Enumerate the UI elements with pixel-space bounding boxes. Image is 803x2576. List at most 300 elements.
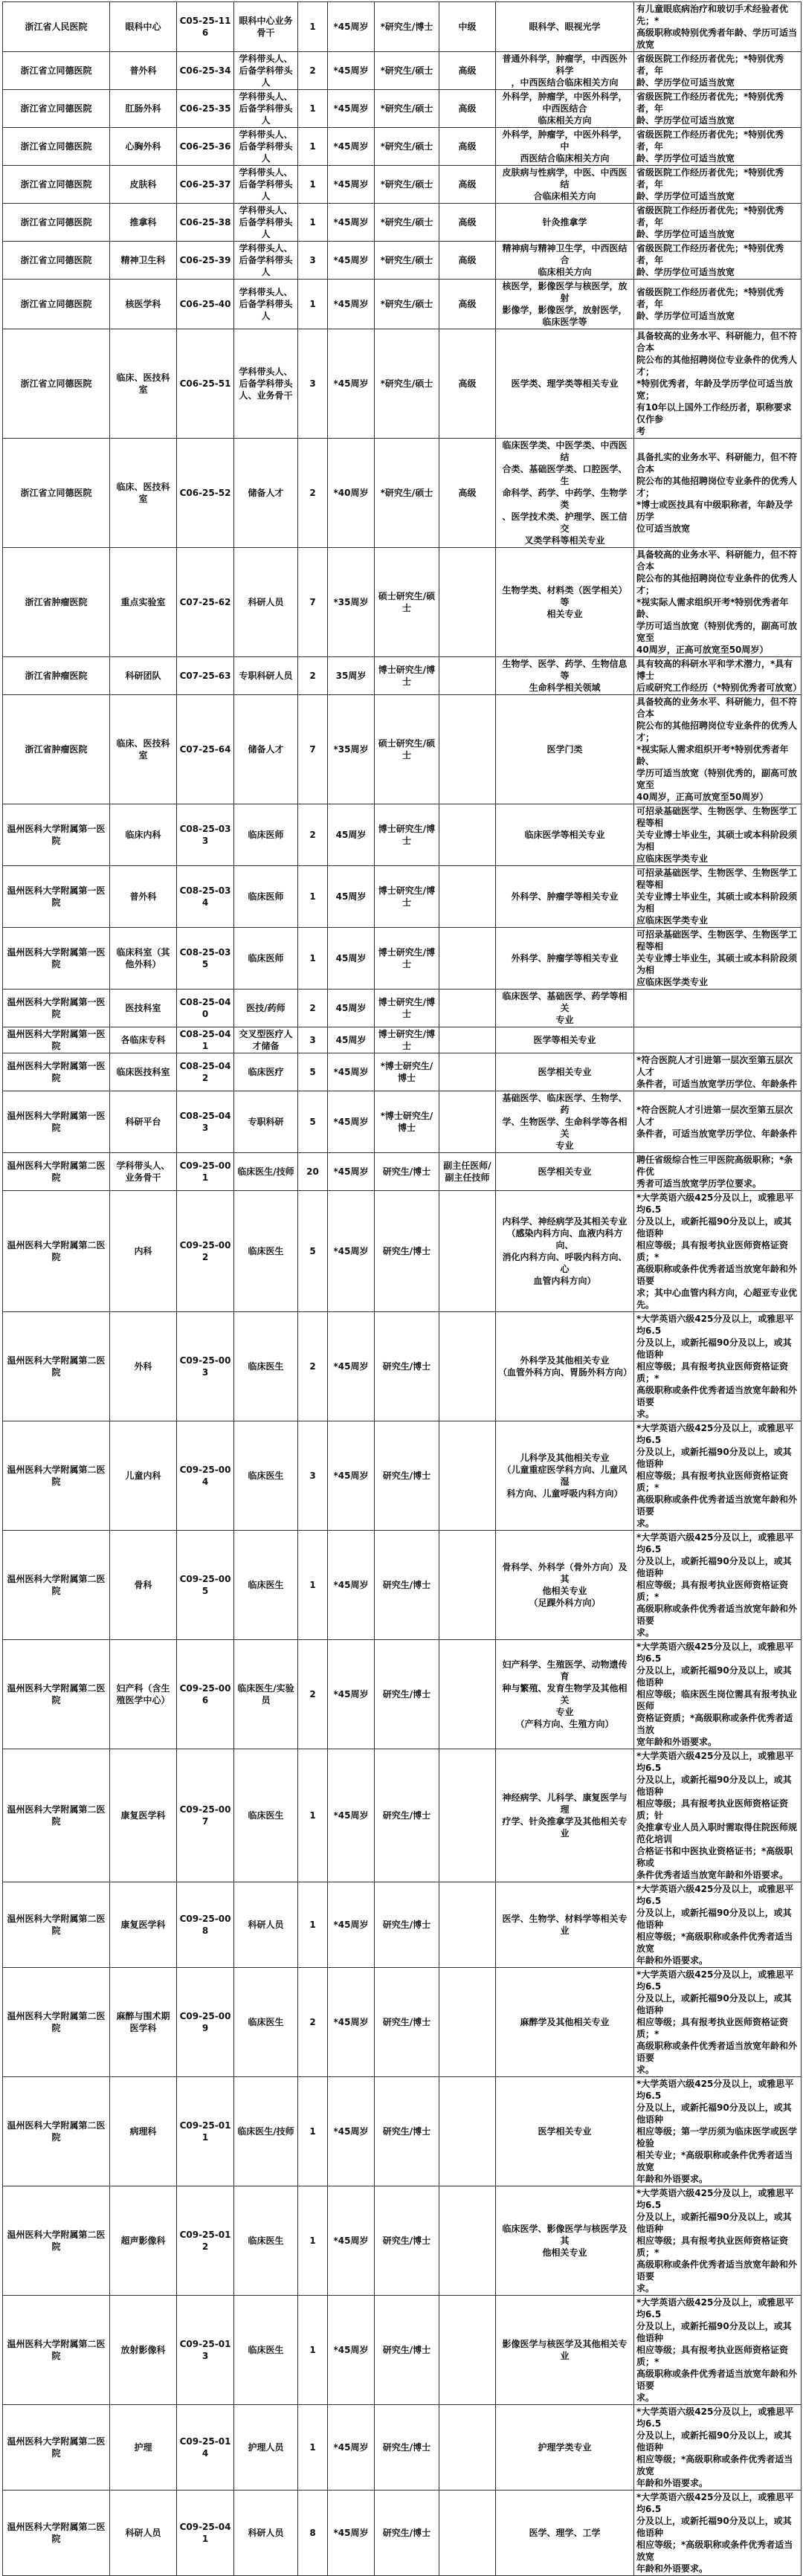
note-line: 分及以上，或新托福90分及以上，或其他语种: [636, 2102, 792, 2125]
hospital-cell: 温州医科大学附属第二医院: [3, 1749, 110, 1882]
note-line: *大学英语六级425分及以上，或雅思平均6.5: [636, 1642, 794, 1664]
major-cell: [496, 657, 634, 695]
note-line: 院公布的其他招聘岗位专业条件的优秀人才；: [636, 476, 798, 498]
note-line: 高级职称或条件优秀者适当放宽年龄和外语要: [636, 2259, 798, 2282]
note-line: *大学英语六级425分及以上，或雅思平均6.5: [636, 2079, 794, 2101]
title-requirement-cell: [439, 1091, 496, 1153]
education-cell: 博士研究生/博士: [375, 866, 439, 928]
note-line: 具备较高的业务水平、科研能力，但不符合本: [636, 549, 798, 572]
headcount-cell: 3: [298, 1027, 328, 1053]
note-line: 相应等级；第一学历须为临床医学或医学检验: [636, 2126, 798, 2149]
major-cell: [496, 1749, 634, 1882]
position-name-cell: 科研人员: [234, 1882, 298, 1968]
note-line: 相应等级；具有报考执业医师资格证资质；针: [636, 1798, 789, 1821]
note-line: 求。: [636, 1518, 655, 1529]
note-line: 省级医院工作经历者优先；*特别优秀者，年: [636, 243, 784, 265]
major-cell: [496, 1312, 634, 1421]
major-line: 医学类、理学类等相关专业: [511, 378, 619, 389]
notes-cell: [634, 2296, 802, 2405]
notes-cell: [634, 657, 802, 695]
position-name-cell: 护理人员: [234, 2405, 298, 2491]
hospital-cell: 浙江省立同德医院: [3, 204, 110, 242]
note-line: 应临床医学类专业: [636, 853, 709, 864]
title-requirement-cell: 副主任医师/副主任技师: [439, 1153, 496, 1191]
education-cell: 研究生/博士: [375, 1882, 439, 1968]
major-cell: [496, 1091, 634, 1153]
major-line: （产科方向、生殖方向）: [515, 1719, 614, 1729]
education-cell: *研究生/硕士: [375, 128, 439, 166]
position-name-cell: 临床医生: [234, 2296, 298, 2405]
note-line: 应临床医学类专业: [636, 915, 709, 926]
department-cell: 科研团队: [110, 657, 177, 695]
headcount-cell: 1: [298, 128, 328, 166]
headcount-cell: 1: [298, 2077, 328, 2186]
major-line: 医学相关专业: [538, 1067, 592, 1077]
headcount-cell: 1: [298, 2405, 328, 2491]
department-cell: 临床科室（其他外科）: [110, 928, 177, 990]
major-cell: [496, 990, 634, 1027]
hospital-cell: 浙江省立同德医院: [3, 90, 110, 128]
title-requirement-cell: 高级: [439, 166, 496, 204]
position-name-cell: 临床医师: [234, 804, 298, 866]
table-row: [3, 804, 802, 866]
position-code-cell: C06-25-39: [177, 242, 234, 280]
position-code-cell: C07-25-62: [177, 548, 234, 657]
note-line: 相应等级；具有报考执业医师资格证资质；*: [636, 1471, 789, 1493]
notes-cell: [634, 990, 802, 1027]
notes-cell: [634, 1053, 802, 1091]
note-line: *符合医院人才引进第一层次至第五层次人才: [636, 1105, 793, 1127]
age-limit-cell: *45周岁: [328, 2186, 375, 2296]
note-line: 相应等级；*高级职称或条件优秀者适当放宽: [636, 1931, 793, 1954]
major-line: 骨科学、外科学（骨外方向）及其: [502, 1562, 628, 1584]
note-line: 相应等级；具有报考执业医师资格证资质；*: [636, 1240, 789, 1262]
major-cell: [496, 1153, 634, 1191]
major-line: 种与繁殖、发育生物学及其他相关: [502, 1683, 628, 1705]
major-cell: [496, 2, 634, 52]
note-line: 学历可适当放宽（特别优秀的，副高可放宽至: [636, 768, 798, 790]
headcount-cell: 5: [298, 1053, 328, 1091]
notes-cell: [634, 1027, 802, 1053]
department-cell: 护理: [110, 2405, 177, 2491]
position-name-cell: 专职科研人员: [234, 657, 298, 695]
hospital-cell: 温州医科大学附属第一医院: [3, 804, 110, 866]
position-code-cell: C08-25-034: [177, 866, 234, 928]
major-line: （足踝外科方向）: [529, 1598, 601, 1608]
age-limit-cell: *45周岁: [328, 329, 375, 439]
age-limit-cell: *45周岁: [328, 1968, 375, 2077]
department-cell: 精神卫生科: [110, 242, 177, 280]
notes-cell: [634, 166, 802, 204]
hospital-cell: 浙江省立同德医院: [3, 329, 110, 439]
note-line: 龄、学历学位可适当放宽: [636, 311, 735, 321]
department-cell: 儿童内科: [110, 1421, 177, 1531]
major-line: 儿科学及其他相关专业: [520, 1453, 610, 1463]
title-requirement-cell: [439, 804, 496, 866]
note-line: 条件者，可适当放宽学历学位、年龄条件: [636, 1079, 798, 1089]
hospital-cell: 浙江省立同德医院: [3, 128, 110, 166]
title-requirement-cell: [439, 2491, 496, 2576]
headcount-cell: 1: [298, 280, 328, 329]
major-line: 生命科学相关领域: [529, 682, 601, 693]
note-line: 资格证资质；*高级职称或条件优秀者适当放: [636, 1713, 793, 1735]
department-cell: 病理科: [110, 2077, 177, 2186]
major-line: 普通外科学，肿瘤学，中西医外科学: [502, 54, 628, 76]
notes-cell: [634, 866, 802, 928]
major-cell: [496, 866, 634, 928]
education-cell: 研究生/博士: [375, 1531, 439, 1640]
education-cell: *研究生/硕士: [375, 329, 439, 439]
position-code-cell: C06-25-37: [177, 166, 234, 204]
major-line: 生物学类、材料类（医学相关）等: [502, 585, 628, 607]
hospital-cell: 温州医科大学附属第二医院: [3, 1968, 110, 2077]
major-line: 医学相关专业: [538, 2126, 592, 2137]
education-cell: 研究生/博士: [375, 1640, 439, 1749]
age-limit-cell: *35周岁: [328, 695, 375, 804]
headcount-cell: 2: [298, 1312, 328, 1421]
headcount-cell: 1: [298, 2, 328, 52]
headcount-cell: 1: [298, 1749, 328, 1882]
major-line: 精神病与精神卫生学，中西医结合: [502, 243, 628, 265]
major-line: 影像医学与核医学及其他相关专业: [502, 2339, 628, 2361]
title-requirement-cell: [439, 990, 496, 1027]
title-requirement-cell: [439, 928, 496, 990]
table-row: [3, 329, 802, 439]
table-row: [3, 166, 802, 204]
headcount-cell: 1: [298, 1882, 328, 1968]
major-line: 临床相关方向: [538, 267, 592, 277]
table-row: [3, 439, 802, 548]
note-line: 求；其中心血管内科方向，心超亚专业优先。: [636, 1288, 798, 1310]
note-line: 关专业博士毕业生，其硕士或本科阶段须为相: [636, 953, 798, 975]
note-line: 可招录基础医学、生物医学、生物医学工程等相: [636, 868, 798, 890]
education-cell: *研究生/硕士: [375, 52, 439, 90]
major-line: 专业: [555, 1015, 574, 1025]
headcount-cell: 2: [298, 804, 328, 866]
hospital-cell: 浙江省立同德医院: [3, 166, 110, 204]
title-requirement-cell: [439, 2296, 496, 2405]
position-name-cell: 临床医生: [234, 1749, 298, 1882]
headcount-cell: 1: [298, 1531, 328, 1640]
hospital-cell: 温州医科大学附属第二医院: [3, 2405, 110, 2491]
table-row: [3, 52, 802, 90]
note-line: *博士或医技具有中级职称者，年龄及学历学: [636, 500, 793, 522]
education-cell: 硕士研究生/硕士: [375, 548, 439, 657]
hospital-cell: 浙江省肿瘤医院: [3, 657, 110, 695]
position-code-cell: C09-25-012: [177, 2186, 234, 2296]
education-cell: 博士研究生/博士: [375, 928, 439, 990]
note-line: 分及以上，或新托福90分及以上，或其他语种: [636, 1993, 792, 2015]
hospital-cell: 温州医科大学附属第二医院: [3, 2491, 110, 2576]
age-limit-cell: *45周岁: [328, 166, 375, 204]
education-cell: 博士研究生/博士: [375, 990, 439, 1027]
major-line: ，中西医结合临床相关方向: [511, 77, 619, 88]
note-line: *大学英语六级425分及以上，或雅思平均6.5: [636, 2188, 794, 2210]
note-line: 求。: [636, 1627, 655, 1638]
major-line: 他相关专业: [542, 1586, 587, 1596]
age-limit-cell: *45周岁: [328, 1053, 375, 1091]
note-line: 相应等级；临床医生岗位需具有报考执业医师: [636, 1689, 798, 1711]
table-row: [3, 2, 802, 52]
note-line: 高级职称或条件优秀者适当放宽年龄和外语要: [636, 1385, 798, 1407]
table-row: [3, 1968, 802, 2077]
note-line: 龄、学历学位可适当放宽: [636, 153, 735, 164]
position-code-cell: C09-25-005: [177, 1531, 234, 1640]
headcount-cell: 2: [298, 1968, 328, 2077]
major-line: 皮肤病与性病学，中医、中西医结: [502, 167, 628, 190]
note-line: 宽年龄和外语要求。: [636, 1737, 717, 1747]
headcount-cell: 8: [298, 2491, 328, 2576]
department-cell: 医技科室: [110, 990, 177, 1027]
position-name-cell: 学科带头人、后备学科带头人: [234, 90, 298, 128]
age-limit-cell: *45周岁: [328, 128, 375, 166]
education-cell: 研究生/博士: [375, 1312, 439, 1421]
headcount-cell: 2: [298, 1640, 328, 1749]
education-cell: 研究生/博士: [375, 1191, 439, 1312]
position-name-cell: 临床医师: [234, 928, 298, 990]
title-requirement-cell: [439, 1053, 496, 1091]
note-line: 相应等级；具有报考执业医师资格证资质；*: [636, 2345, 789, 2367]
hospital-cell: 温州医科大学附属第二医院: [3, 1191, 110, 1312]
major-line: （血管外科方向、胃肠外科方向）: [498, 1367, 633, 1378]
position-code-cell: C09-25-002: [177, 1191, 234, 1312]
major-line: 合类、基础医学类、口腔医学、生: [502, 464, 628, 486]
note-line: *大学英语六级425分及以上，或雅思平均6.5: [636, 1969, 794, 1992]
position-code-cell: C06-25-51: [177, 329, 234, 439]
note-line: 条件优秀者适当放宽年龄和外语要求。: [636, 1870, 789, 1880]
table-row: [3, 204, 802, 242]
notes-cell: [634, 1153, 802, 1191]
major-cell: [496, 695, 634, 804]
position-name-cell: 临床医生/实验员: [234, 1640, 298, 1749]
note-line: 关专业博士毕业生，其硕士或本科阶段须为相: [636, 891, 798, 914]
note-line: *大学英语六级425分及以上，或雅思平均6.5: [636, 2406, 794, 2429]
position-name-cell: 临床医疗: [234, 1053, 298, 1091]
title-requirement-cell: [439, 1968, 496, 2077]
education-cell: *博士研究生/博士: [375, 1091, 439, 1153]
age-limit-cell: 45周岁: [328, 928, 375, 990]
major-cell: [496, 128, 634, 166]
education-cell: 博士研究生/博士: [375, 1027, 439, 1053]
position-name-cell: 医技/药师: [234, 990, 298, 1027]
headcount-cell: 1: [298, 2186, 328, 2296]
note-line: 省级医院工作经历者优先；*特别优秀者，年: [636, 91, 784, 114]
headcount-cell: 1: [298, 204, 328, 242]
hospital-cell: 温州医科大学附属第一医院: [3, 866, 110, 928]
hospital-cell: 温州医科大学附属第二医院: [3, 1421, 110, 1531]
notes-cell: [634, 90, 802, 128]
position-code-cell: C08-25-040: [177, 990, 234, 1027]
position-code-cell: C08-25-035: [177, 928, 234, 990]
department-cell: 放射影像科: [110, 2296, 177, 2405]
note-line: 分及以上，或新托福90分及以上，或其他语种: [636, 1908, 792, 1930]
note-line: *大学英语六级425分及以上，或雅思平均6.5: [636, 1192, 794, 1215]
notes-cell: [634, 2405, 802, 2491]
note-line: 具备扎实的业务水平、科研能力，但不符合本: [636, 452, 798, 474]
position-name-cell: 临床医生: [234, 2186, 298, 2296]
major-line: 外科学，肿瘤学，中医外科学，中: [502, 129, 628, 152]
age-limit-cell: *45周岁: [328, 90, 375, 128]
hospital-cell: 温州医科大学附属第一医院: [3, 1091, 110, 1153]
note-line: 高级职称或条件优秀者适当放宽年龄和外语要: [636, 1264, 798, 1286]
age-limit-cell: *45周岁: [328, 52, 375, 90]
note-line: 后或研究工作经历（*特别优秀者可放宽）: [636, 682, 802, 693]
age-limit-cell: *45周岁: [328, 280, 375, 329]
title-requirement-cell: [439, 1421, 496, 1531]
department-cell: 骨科: [110, 1531, 177, 1640]
note-line: 可招录基础医学、生物医学、生物医学工程等相: [636, 929, 798, 952]
department-cell: 肛肠外科: [110, 90, 177, 128]
note-line: *大学英语六级425分及以上，或雅思平均6.5: [636, 1532, 794, 1555]
department-cell: 外科: [110, 1312, 177, 1421]
notes-cell: [634, 928, 802, 990]
education-cell: *研究生/硕士: [375, 166, 439, 204]
position-code-cell: C06-25-38: [177, 204, 234, 242]
department-cell: 科研人员: [110, 2491, 177, 2576]
education-cell: 博士研究生/博士: [375, 804, 439, 866]
notes-cell: [634, 329, 802, 439]
note-line: 高级职称或特别优秀者年龄、学历可适当放宽: [636, 28, 798, 50]
age-limit-cell: *45周岁: [328, 1091, 375, 1153]
department-cell: 心胸外科: [110, 128, 177, 166]
notes-cell: [634, 52, 802, 90]
notes-cell: [634, 1968, 802, 2077]
major-line: 妇产科学、生殖医学、动物遗传育: [502, 1659, 628, 1682]
note-line: 聘任省级综合性三甲医院高级职称；*条件优: [636, 1155, 793, 1177]
title-requirement-cell: 高级: [439, 52, 496, 90]
note-line: 省级医院工作经历者优先；*特别优秀者，年: [636, 54, 784, 76]
title-requirement-cell: [439, 1749, 496, 1882]
position-name-cell: 学科带头人、后备学科带头人: [234, 204, 298, 242]
note-line: 高级职称或条件优秀者适当放宽年龄和外语要: [636, 1604, 798, 1626]
note-line: 省级医院工作经历者优先；*特别优秀者，年: [636, 205, 784, 227]
table-row: [3, 866, 802, 928]
education-cell: *研究生/硕士: [375, 439, 439, 548]
position-name-cell: 临床医生: [234, 1191, 298, 1312]
major-line: 消化内科方向、呼吸内科方向、心: [502, 1252, 628, 1274]
major-cell: [496, 280, 634, 329]
headcount-cell: 1: [298, 866, 328, 928]
table-row: [3, 2186, 802, 2296]
position-code-cell: C09-25-014: [177, 2405, 234, 2491]
title-requirement-cell: 高级: [439, 439, 496, 548]
major-line: 、医学技术类、护理学、医工信交: [502, 511, 628, 534]
major-line: 相关专业: [546, 609, 583, 619]
position-name-cell: 临床医师: [234, 866, 298, 928]
major-cell: [496, 242, 634, 280]
title-requirement-cell: [439, 1531, 496, 1640]
note-line: 具备较高的业务水平、科研能力，但不符合本: [636, 331, 798, 353]
major-line: 护理学类专业: [538, 2442, 592, 2453]
notes-cell: [634, 1312, 802, 1421]
position-code-cell: C05-25-116: [177, 2, 234, 52]
position-code-cell: C09-25-007: [177, 1749, 234, 1882]
major-line: 神经病学、儿科学、康复医学与理: [502, 1792, 628, 1815]
hospital-cell: 温州医科大学附属第二医院: [3, 1153, 110, 1191]
education-cell: 研究生/博士: [375, 2405, 439, 2491]
department-cell: 重点实验室: [110, 548, 177, 657]
headcount-cell: 2: [298, 657, 328, 695]
position-name-cell: 储备人才: [234, 439, 298, 548]
headcount-cell: 3: [298, 242, 328, 280]
position-code-cell: C06-25-34: [177, 52, 234, 90]
note-line: 相应等级；具有报考执业医师资格证资质；*: [636, 1580, 789, 1602]
major-cell: [496, 2491, 634, 2576]
hospital-cell: 温州医科大学附属第二医院: [3, 1531, 110, 1640]
table-row: [3, 2491, 802, 2576]
note-line: 年龄和外语要求。: [636, 2478, 709, 2488]
major-cell: [496, 928, 634, 990]
major-line: 基础医学、临床医学、生物学、药: [502, 1093, 628, 1115]
table-row: [3, 1531, 802, 1640]
notes-cell: [634, 2077, 802, 2186]
notes-cell: [634, 1191, 802, 1312]
position-code-cell: C09-25-008: [177, 1882, 234, 1968]
note-line: 分及以上，或新托福90分及以上，或其他语种: [636, 1665, 792, 1688]
hospital-cell: 温州医科大学附属第二医院: [3, 1640, 110, 1749]
hospital-cell: 浙江省立同德医院: [3, 52, 110, 90]
position-code-cell: C08-25-042: [177, 1053, 234, 1091]
table-row: [3, 928, 802, 990]
major-cell: [496, 166, 634, 204]
department-cell: 科研平台: [110, 1091, 177, 1153]
major-line: 医学、理学、工学: [529, 2528, 601, 2538]
age-limit-cell: *45周岁: [328, 204, 375, 242]
education-cell: 研究生/博士: [375, 2077, 439, 2186]
note-line: *大学英语六级425分及以上，或雅思平均6.5: [636, 1884, 794, 1906]
note-line: 省级医院工作经历者优先；*特别优秀者，年: [636, 129, 784, 152]
major-line: 麻醉学及其他相关专业: [520, 2017, 610, 2027]
headcount-cell: 5: [298, 1091, 328, 1153]
notes-cell: [634, 128, 802, 166]
position-code-cell: C09-25-011: [177, 2077, 234, 2186]
title-requirement-cell: 高级: [439, 204, 496, 242]
position-code-cell: C08-25-043: [177, 1091, 234, 1153]
major-line: 血管内科方向）: [533, 1276, 596, 1286]
note-line: *大学英语六级425分及以上，或雅思平均6.5: [636, 1751, 794, 1773]
education-cell: 研究生/博士: [375, 1421, 439, 1531]
major-line: 学、生物医学、生命科学等各相关: [502, 1117, 628, 1139]
headcount-cell: 2: [298, 439, 328, 548]
education-cell: 博士研究生/博士: [375, 657, 439, 695]
department-cell: 超声影像科: [110, 2186, 177, 2296]
position-name-cell: 科研人员: [234, 548, 298, 657]
department-cell: 内科: [110, 1191, 177, 1312]
position-name-cell: 临床医生: [234, 1968, 298, 2077]
table-row: [3, 1421, 802, 1531]
position-code-cell: C07-25-63: [177, 657, 234, 695]
table-row: [3, 128, 802, 166]
table-row: [3, 990, 802, 1027]
department-cell: 眼科中心: [110, 2, 177, 52]
position-code-cell: C09-25-013: [177, 2296, 234, 2405]
title-requirement-cell: [439, 1882, 496, 1968]
note-line: 灸推拿专业人员入职时需取得住院医师规范化培训: [636, 1822, 798, 1844]
table-row: [3, 2077, 802, 2186]
position-name-cell: 临床医生: [234, 1421, 298, 1531]
age-limit-cell: 45周岁: [328, 804, 375, 866]
note-line: *大学英语六级425分及以上，或雅思平均6.5: [636, 2492, 794, 2514]
age-limit-cell: 45周岁: [328, 990, 375, 1027]
hospital-cell: 浙江省立同德医院: [3, 242, 110, 280]
notes-cell: [634, 2, 802, 52]
education-cell: *研究生/硕士: [375, 90, 439, 128]
headcount-cell: 3: [298, 329, 328, 439]
table-row: [3, 1191, 802, 1312]
education-cell: *研究生/硕士: [375, 280, 439, 329]
title-requirement-cell: 高级: [439, 280, 496, 329]
note-line: 龄、学历学位可适当放宽: [636, 115, 735, 126]
